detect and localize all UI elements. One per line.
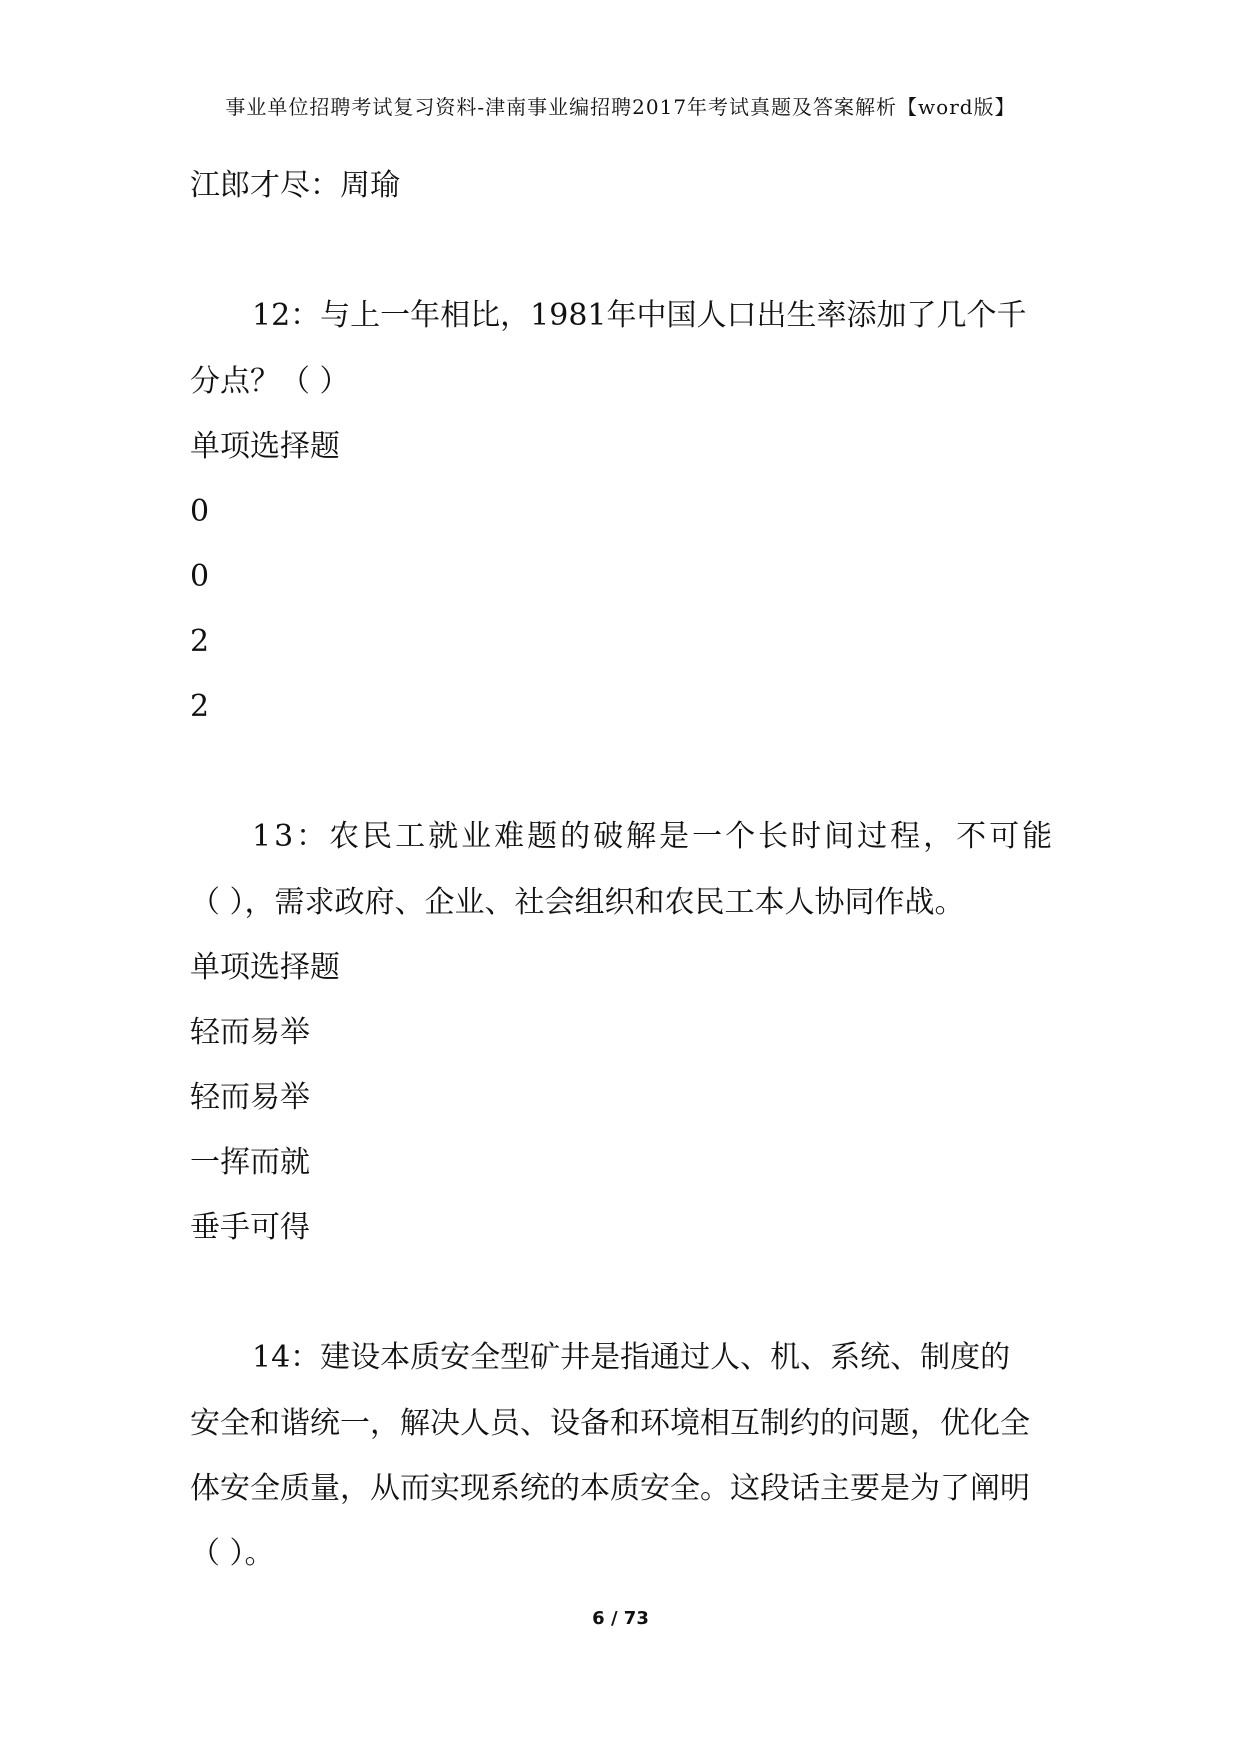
previous-answer: 江郎才尽：周瑜 xyxy=(190,168,400,203)
question-13-option: 轻而易举 xyxy=(190,1080,310,1115)
question-14-stem-line-1: 14：建设本质安全型矿井是指通过人、机、系统、制度的 xyxy=(252,1340,1011,1375)
question-13-option: 轻而易举 xyxy=(190,1015,310,1050)
question-12-option: 2 xyxy=(190,689,210,724)
question-14-stem-line-4: （ ）。 xyxy=(190,1536,275,1571)
question-13-option: 垂手可得 xyxy=(190,1210,310,1245)
question-12-type: 单项选择题 xyxy=(190,429,340,464)
question-12-option: 0 xyxy=(190,494,210,529)
question-13-stem-line-1: 13：农民工就业难题的破解是一个长时间过程，不可能 xyxy=(252,819,1056,854)
document-header: 事业单位招聘考试复习资料-津南事业编招聘2017年考试真题及答案解析【word版】 xyxy=(225,95,1016,119)
question-13-stem-line-2: （ ），需求政府、企业、社会组织和农民工本人协同作战。 xyxy=(190,885,965,920)
question-13-type: 单项选择题 xyxy=(190,950,340,985)
question-14-stem-line-2: 安全和谐统一，解决人员、设备和环境相互制约的问题，优化全 xyxy=(190,1406,1030,1441)
question-12-stem-line-2: 分点？（ ） xyxy=(190,364,350,399)
question-13-option: 一挥而就 xyxy=(190,1145,310,1180)
question-12-option: 2 xyxy=(190,624,210,659)
page-number: 6 / 73 xyxy=(592,1608,649,1629)
question-14-stem-line-3: 体安全质量，从而实现系统的本质安全。这段话主要是为了阐明 xyxy=(190,1471,1030,1506)
question-12-stem-line-1: 12：与上一年相比，1981年中国人口出生率添加了几个千 xyxy=(252,298,1027,333)
question-12-option: 0 xyxy=(190,559,210,594)
